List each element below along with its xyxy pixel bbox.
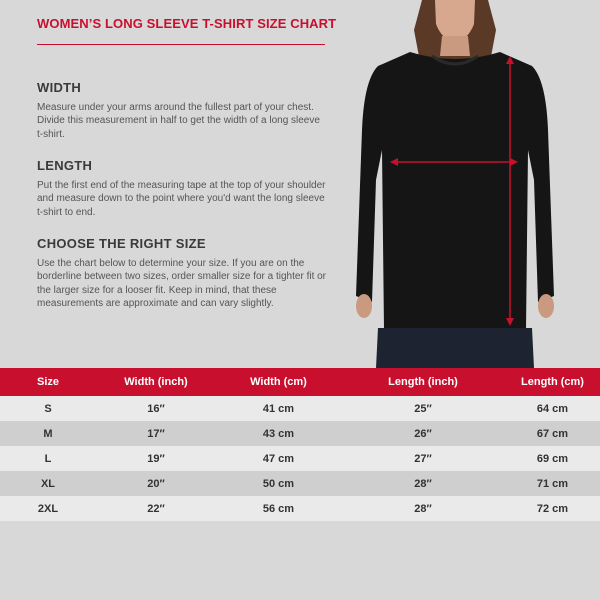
header-length-cm: Length (cm) [521, 376, 584, 388]
cell-length-inch: 28″ [414, 477, 432, 490]
cell-width-cm: 47 cm [262, 452, 295, 465]
size-table [0, 368, 600, 521]
cell-size: XL [40, 477, 56, 490]
table-row [0, 396, 600, 421]
model-photo [350, 0, 560, 368]
cell-size: M [43, 427, 53, 440]
cell-length-inch: 25″ [414, 402, 432, 415]
choose-size-heading: CHOOSE THE RIGHT SIZE [37, 236, 206, 251]
cell-width-inch: 20″ [147, 477, 165, 490]
table-row [0, 496, 600, 521]
cell-length-inch: 26″ [414, 427, 432, 440]
cell-width-cm: 41 cm [262, 402, 295, 415]
model-neck [440, 36, 470, 56]
cell-length-cm: 64 cm [536, 402, 569, 415]
width-section [37, 80, 327, 141]
length-section [37, 158, 327, 219]
cell-length-inch: 28″ [414, 502, 432, 515]
cell-length-cm: 71 cm [536, 477, 569, 490]
cell-length-inch: 27″ [414, 452, 432, 465]
cell-width-inch: 16″ [147, 402, 165, 415]
table-header [0, 368, 600, 396]
model-left-hand [356, 294, 372, 318]
cell-size: S [44, 402, 52, 415]
cell-width-cm: 50 cm [262, 477, 295, 490]
length-heading: LENGTH [37, 158, 93, 173]
cell-width-cm: 43 cm [262, 427, 295, 440]
page-title: WOMEN’S LONG SLEEVE T-SHIRT SIZE CHART [37, 16, 337, 31]
cell-size: 2XL [37, 502, 59, 515]
header-width-cm: Width (cm) [250, 376, 307, 388]
title-divider [37, 44, 325, 45]
width-heading: WIDTH [37, 80, 82, 95]
table-row [0, 446, 600, 471]
header-size: Size [36, 376, 59, 388]
cell-size: L [44, 452, 52, 465]
header-length-inch: Length (inch) [388, 376, 458, 388]
model-right-hand [538, 294, 554, 318]
length-text: Put the first end of the measuring tape at the top of your shoulder and measure down to the point where you'd want the long sleeve t-shirt to end. [37, 180, 326, 218]
choose-size-section [37, 236, 327, 310]
footer-area [0, 521, 600, 600]
choose-size-text: Use the chart below to determine your size. If you are on the borderline between two sizes, order smaller size for a tighter fit or the larger size for a looser fit. Keep in mind, that these measurements are approximate and can vary slightly. [37, 258, 327, 309]
table-row [0, 421, 600, 446]
model-shirt [356, 52, 554, 330]
cell-width-inch: 19″ [147, 452, 165, 465]
table-row [0, 471, 600, 496]
cell-length-cm: 72 cm [536, 502, 569, 515]
cell-width-inch: 17″ [147, 427, 165, 440]
model-jeans [376, 328, 534, 368]
width-text: Measure under your arms around the fullest part of your chest. Divide this measurement in half to get the width of a long sleeve t-shirt. [37, 102, 320, 140]
cell-width-inch: 22″ [147, 502, 165, 515]
cell-width-cm: 56 cm [262, 502, 295, 515]
header-width-inch: Width (inch) [124, 376, 188, 388]
cell-length-cm: 69 cm [536, 452, 569, 465]
cell-length-cm: 67 cm [536, 427, 569, 440]
